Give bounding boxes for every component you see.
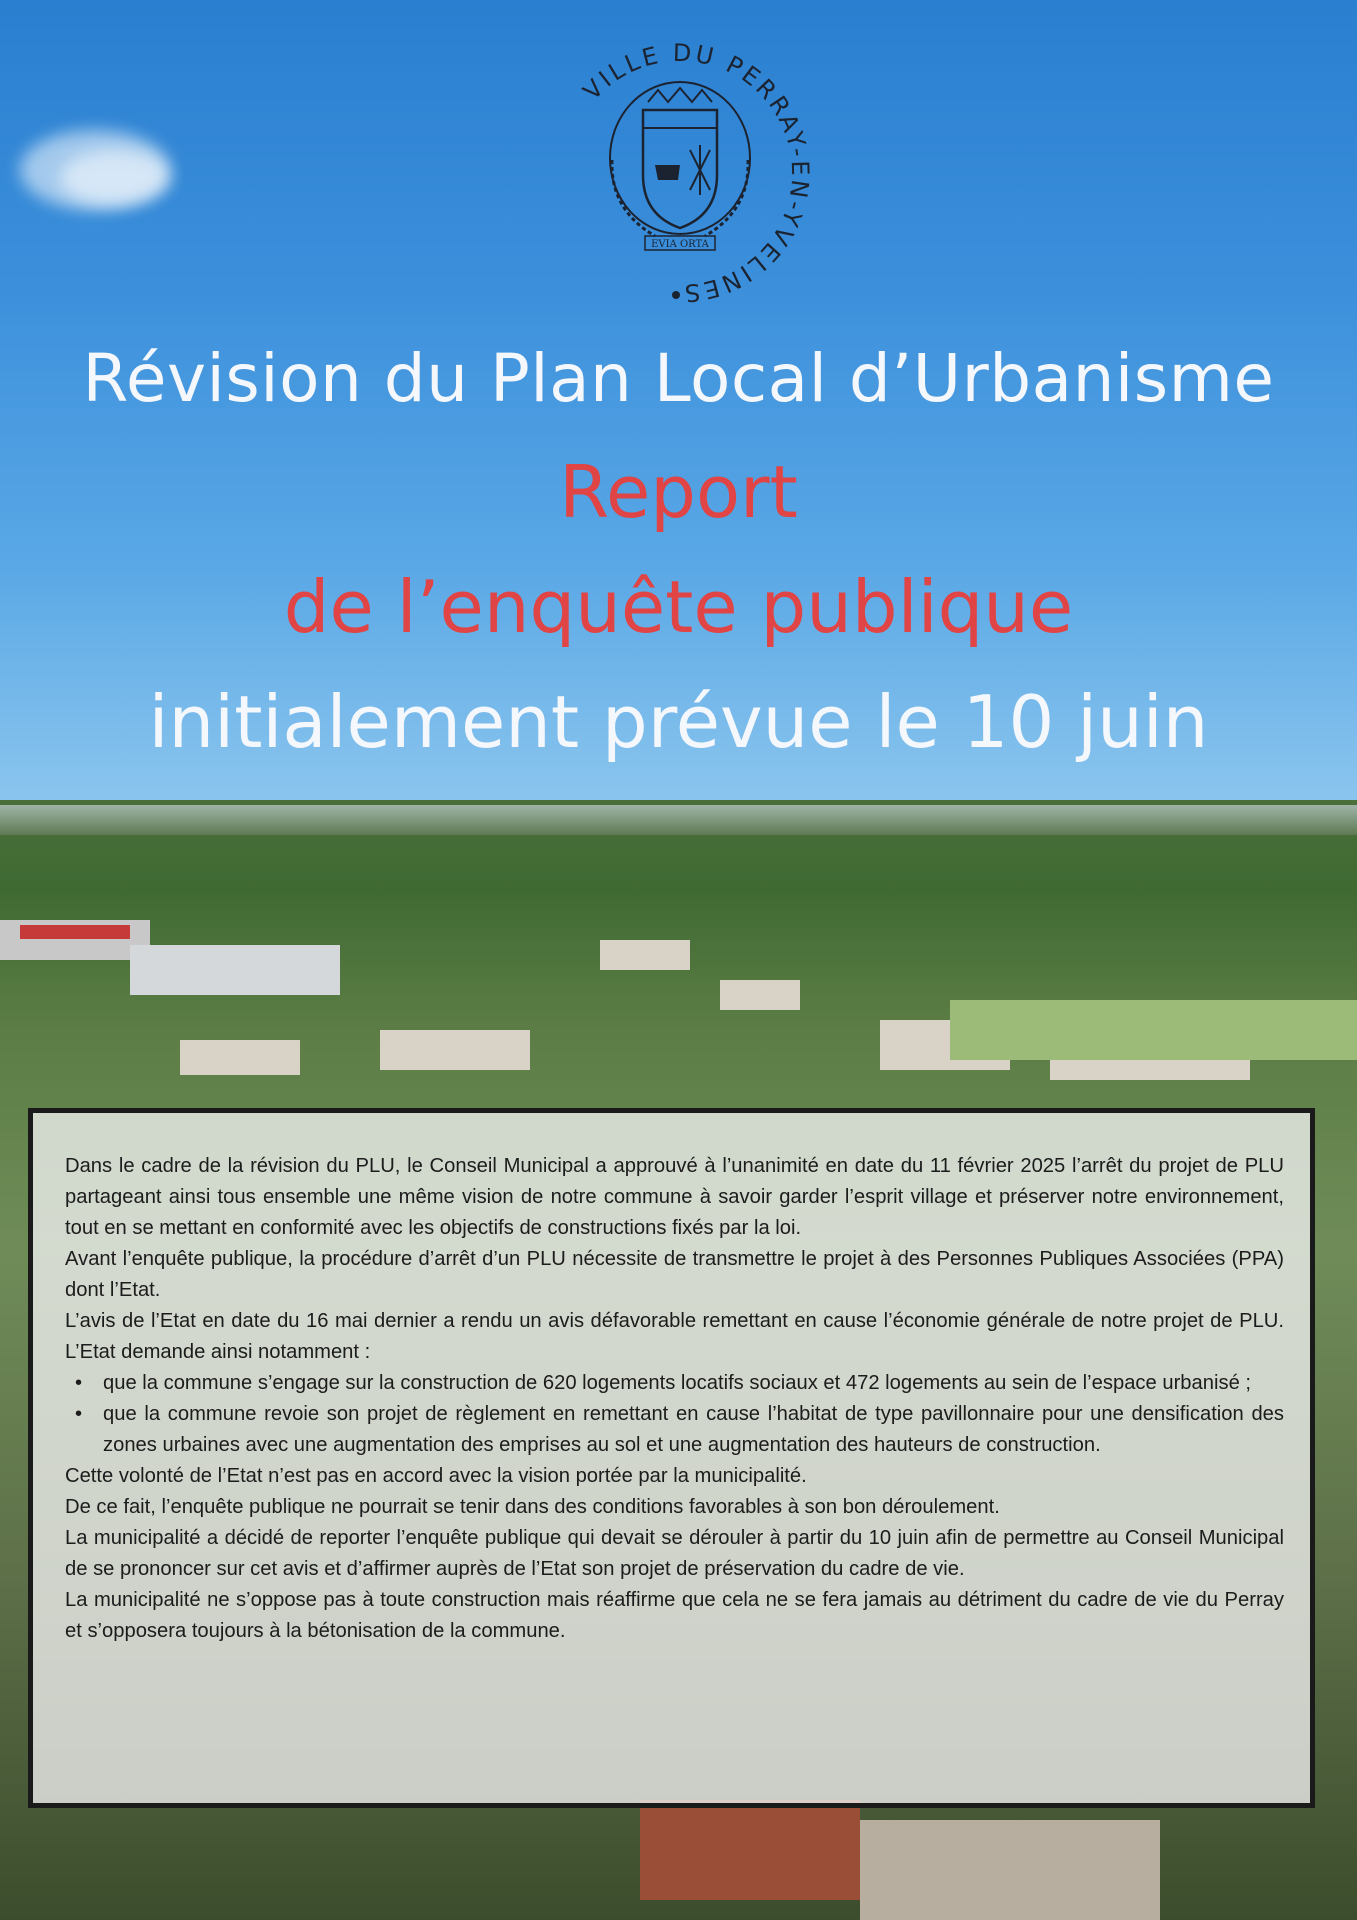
title-line-4: initialement prévue le 10 juin — [148, 680, 1209, 764]
house — [380, 1030, 530, 1070]
svg-text:VILLE DU PERRAY-EN-YVELINES — [578, 40, 815, 307]
title-line-1: Révision du Plan Local d’Urbanisme — [82, 340, 1275, 417]
demands-list — [65, 1368, 1284, 1461]
seal-motto: EVIA ORTA — [651, 239, 709, 250]
horizon — [0, 805, 1357, 835]
paragraph-2: Avant l’enquête publique, la procédure d’arrêt d’un PLU nécessite de transmettre le projet à des Personnes Publiques Associées (PPA) dont l’Etat. — [65, 1248, 1284, 1301]
paragraph-1: Dans le cadre de la révision du PLU, le Conseil Municipal a approuvé à l’unanimité en date du 11 février 2025 l’arrêt du projet de PLU partageant ainsi tous ensemble une même vision de notre commune à savoir garder l’esprit village et préserver notre environnement, tout en se mettant en conformité avec les objectifs de constructions fixés par la loi. — [65, 1155, 1284, 1239]
house — [180, 1040, 300, 1075]
paragraph-6: La municipalité a décidé de reporter l’enquête publique qui devait se dérouler à partir du 10 juin afin de permettre au Conseil Municipal de se prononcer sur cet avis et d’affirmer auprès de l’Etat son projet de préservation du cadre de vie. — [65, 1527, 1284, 1580]
announcement-panel — [28, 1108, 1315, 1808]
town-seal — [540, 40, 820, 310]
title-line-2: Report — [559, 450, 798, 534]
house — [130, 945, 340, 995]
sports-field — [950, 1000, 1357, 1060]
roof — [20, 925, 130, 939]
cloud — [60, 150, 170, 205]
paragraph-3: L’avis de l’Etat en date du 16 mai dernier a rendu un avis défavorable remettant en cause l’économie générale de notre projet de PLU. L’Etat demande ainsi notamment : — [65, 1310, 1284, 1363]
paragraph-5: De ce fait, l’enquête publique ne pourrait se tenir dans des conditions favorables à son bon déroulement. — [65, 1496, 1000, 1518]
title-line-3: de l’enquête publique — [283, 565, 1074, 649]
paragraph-7: La municipalité ne s’oppose pas à toute construction mais réaffirme que cela ne se fera jamais au détriment du cadre de vie du Perray et s’opposera toujours à la bétonisation de la commune. — [65, 1589, 1284, 1642]
house — [860, 1820, 1160, 1920]
paragraph-4: Cette volonté de l’Etat n’est pas en accord avec la vision portée par la municipalité. — [65, 1465, 807, 1487]
list-item: • que la commune revoie son projet de règlement en remettant en cause l’habitat de type pavillonnaire pour une densification des zones urbaines avec une augmentation des emprises au sol et une augmentation des hauteurs de construction. — [103, 1399, 1284, 1461]
list-item: • que la commune s’engage sur la construction de 620 logements locatifs sociaux et 472 logements au sein de l’espace urbanisé ; — [103, 1368, 1284, 1399]
seal-ring-text: VILLE DU PERRAY-EN-YVELINES — [577, 40, 815, 308]
house — [720, 980, 800, 1010]
roof — [640, 1800, 860, 1900]
announcement-text — [65, 1151, 1284, 1647]
house — [600, 940, 690, 970]
